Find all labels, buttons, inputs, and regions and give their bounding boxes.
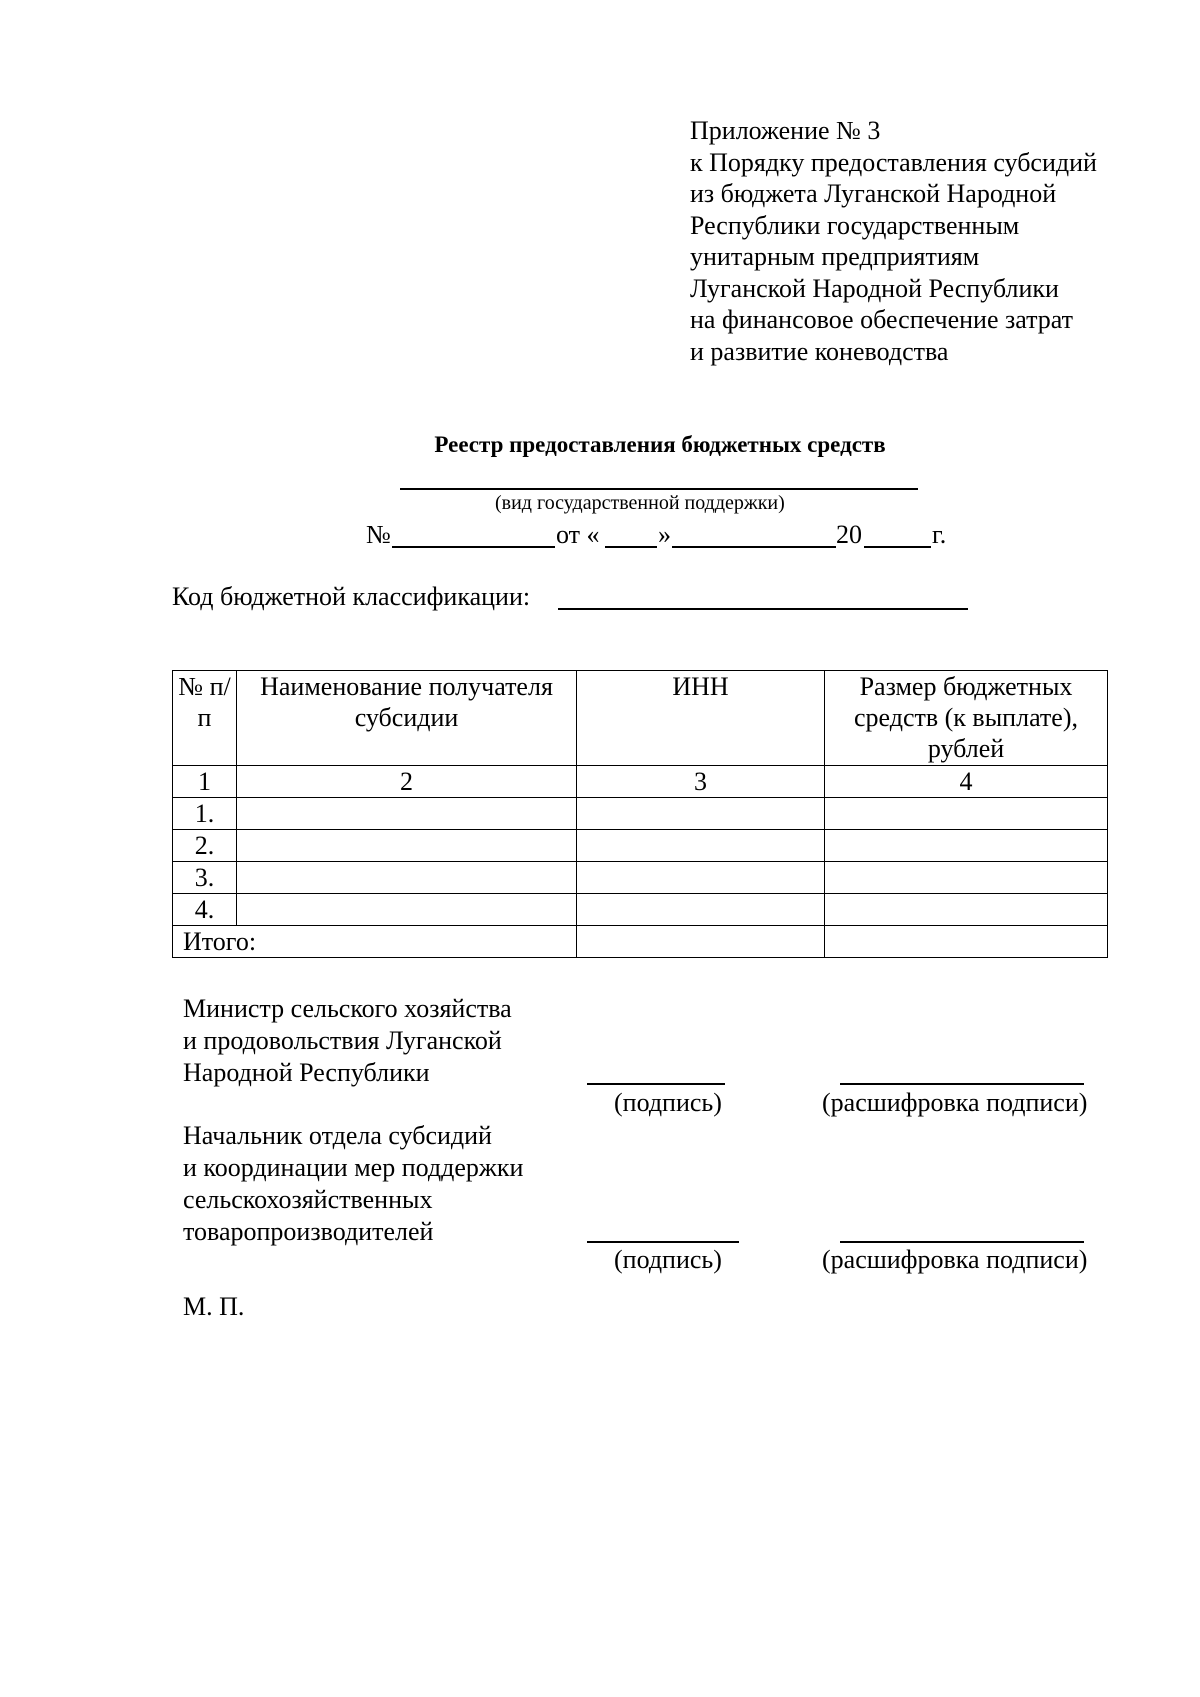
inn-cell — [577, 894, 825, 926]
inn-cell — [577, 830, 825, 862]
appendix-line: унитарным предприятиям — [690, 242, 980, 271]
table-row — [173, 894, 1108, 926]
total-label-cell: Итого: — [173, 926, 577, 958]
support-type-caption: (вид государственной поддержки) — [495, 492, 785, 514]
table-row — [173, 862, 1108, 894]
date-from-label: от « — [556, 520, 600, 549]
document-title: Реестр предоставления бюджетных средств — [434, 432, 886, 457]
header-cell: № п/п — [173, 671, 237, 766]
row-number-cell: 1. — [173, 798, 237, 830]
position-line: Начальник отдела субсидий — [183, 1121, 492, 1150]
amount-cell — [825, 894, 1108, 926]
position-line: и продовольствия Луганской — [183, 1026, 502, 1055]
head-decode-caption: (расшифровка подписи) — [822, 1245, 1088, 1274]
minister-signature-line — [587, 1083, 725, 1085]
bcc-label: Код бюджетной классификации: — [172, 582, 531, 611]
amount-cell — [825, 830, 1108, 862]
stamp-place: М. П. — [183, 1292, 245, 1321]
recipient-cell — [237, 894, 577, 926]
year-prefix: 20 — [836, 520, 862, 549]
month-blank — [672, 546, 836, 548]
appendix-note — [690, 115, 1097, 367]
minister-decode-caption: (расшифровка подписи) — [822, 1088, 1088, 1117]
position-line: сельскохозяйственных — [183, 1185, 433, 1214]
year-blank — [864, 546, 931, 548]
recipient-cell — [237, 830, 577, 862]
amount-cell — [825, 798, 1108, 830]
row-number-cell: 4. — [173, 894, 237, 926]
inn-cell — [577, 798, 825, 830]
total-row — [173, 926, 1108, 958]
appendix-line: Приложение № 3 — [690, 116, 881, 145]
day-blank — [605, 546, 657, 548]
head-decode-line — [840, 1241, 1084, 1243]
amount-cell — [825, 862, 1108, 894]
inn-cell — [577, 862, 825, 894]
appendix-line: Республики государственным — [690, 210, 1020, 240]
header-cell: ИНН — [577, 671, 825, 766]
total-amount-cell — [825, 926, 1108, 958]
table-row — [173, 830, 1108, 862]
table-header-row — [173, 671, 1108, 766]
appendix-line: из бюджета Луганской Народной — [690, 179, 1057, 208]
support-type-line — [400, 488, 918, 490]
registry-table — [172, 670, 1108, 958]
row-number-cell: 3. — [173, 862, 237, 894]
column-number-cell: 1 — [173, 766, 237, 798]
minister-decode-line — [840, 1083, 1084, 1085]
minister-position — [183, 993, 512, 1089]
number-blank — [392, 546, 555, 548]
header-cell: Наименование получателя субсидии — [237, 671, 577, 766]
head-signature-line — [587, 1241, 739, 1243]
recipient-cell — [237, 798, 577, 830]
head-sign-caption: (подпись) — [614, 1245, 722, 1274]
table-row — [173, 798, 1108, 830]
position-line: товаропроизводителей — [183, 1217, 434, 1246]
appendix-line: Луганской Народной Республики — [690, 273, 1059, 303]
appendix-line: на финансовое обеспечение затрат — [690, 305, 1074, 334]
header-cell: Размер бюджетных средств (к выплате), рублей — [825, 671, 1108, 766]
number-sign: № — [366, 520, 391, 549]
position-line: и координации мер поддержки — [183, 1153, 524, 1182]
bcc-blank — [558, 608, 968, 610]
head-position — [183, 1120, 523, 1248]
position-line: Народной Республики — [183, 1058, 430, 1087]
date-close-quote: » — [658, 520, 671, 549]
appendix-line: и развитие коневодства — [690, 336, 949, 366]
minister-sign-caption: (подпись) — [614, 1088, 722, 1117]
row-number-cell: 2. — [173, 830, 237, 862]
year-suffix: г. — [932, 520, 947, 549]
total-inn-cell — [577, 926, 825, 958]
column-number-cell: 3 — [577, 766, 825, 798]
column-number-row — [173, 766, 1108, 798]
column-number-cell: 4 — [825, 766, 1108, 798]
recipient-cell — [237, 862, 577, 894]
appendix-line: к Порядку предоставления субсидий — [690, 147, 1097, 177]
position-line: Министр сельского хозяйства — [183, 994, 512, 1023]
column-number-cell: 2 — [237, 766, 577, 798]
